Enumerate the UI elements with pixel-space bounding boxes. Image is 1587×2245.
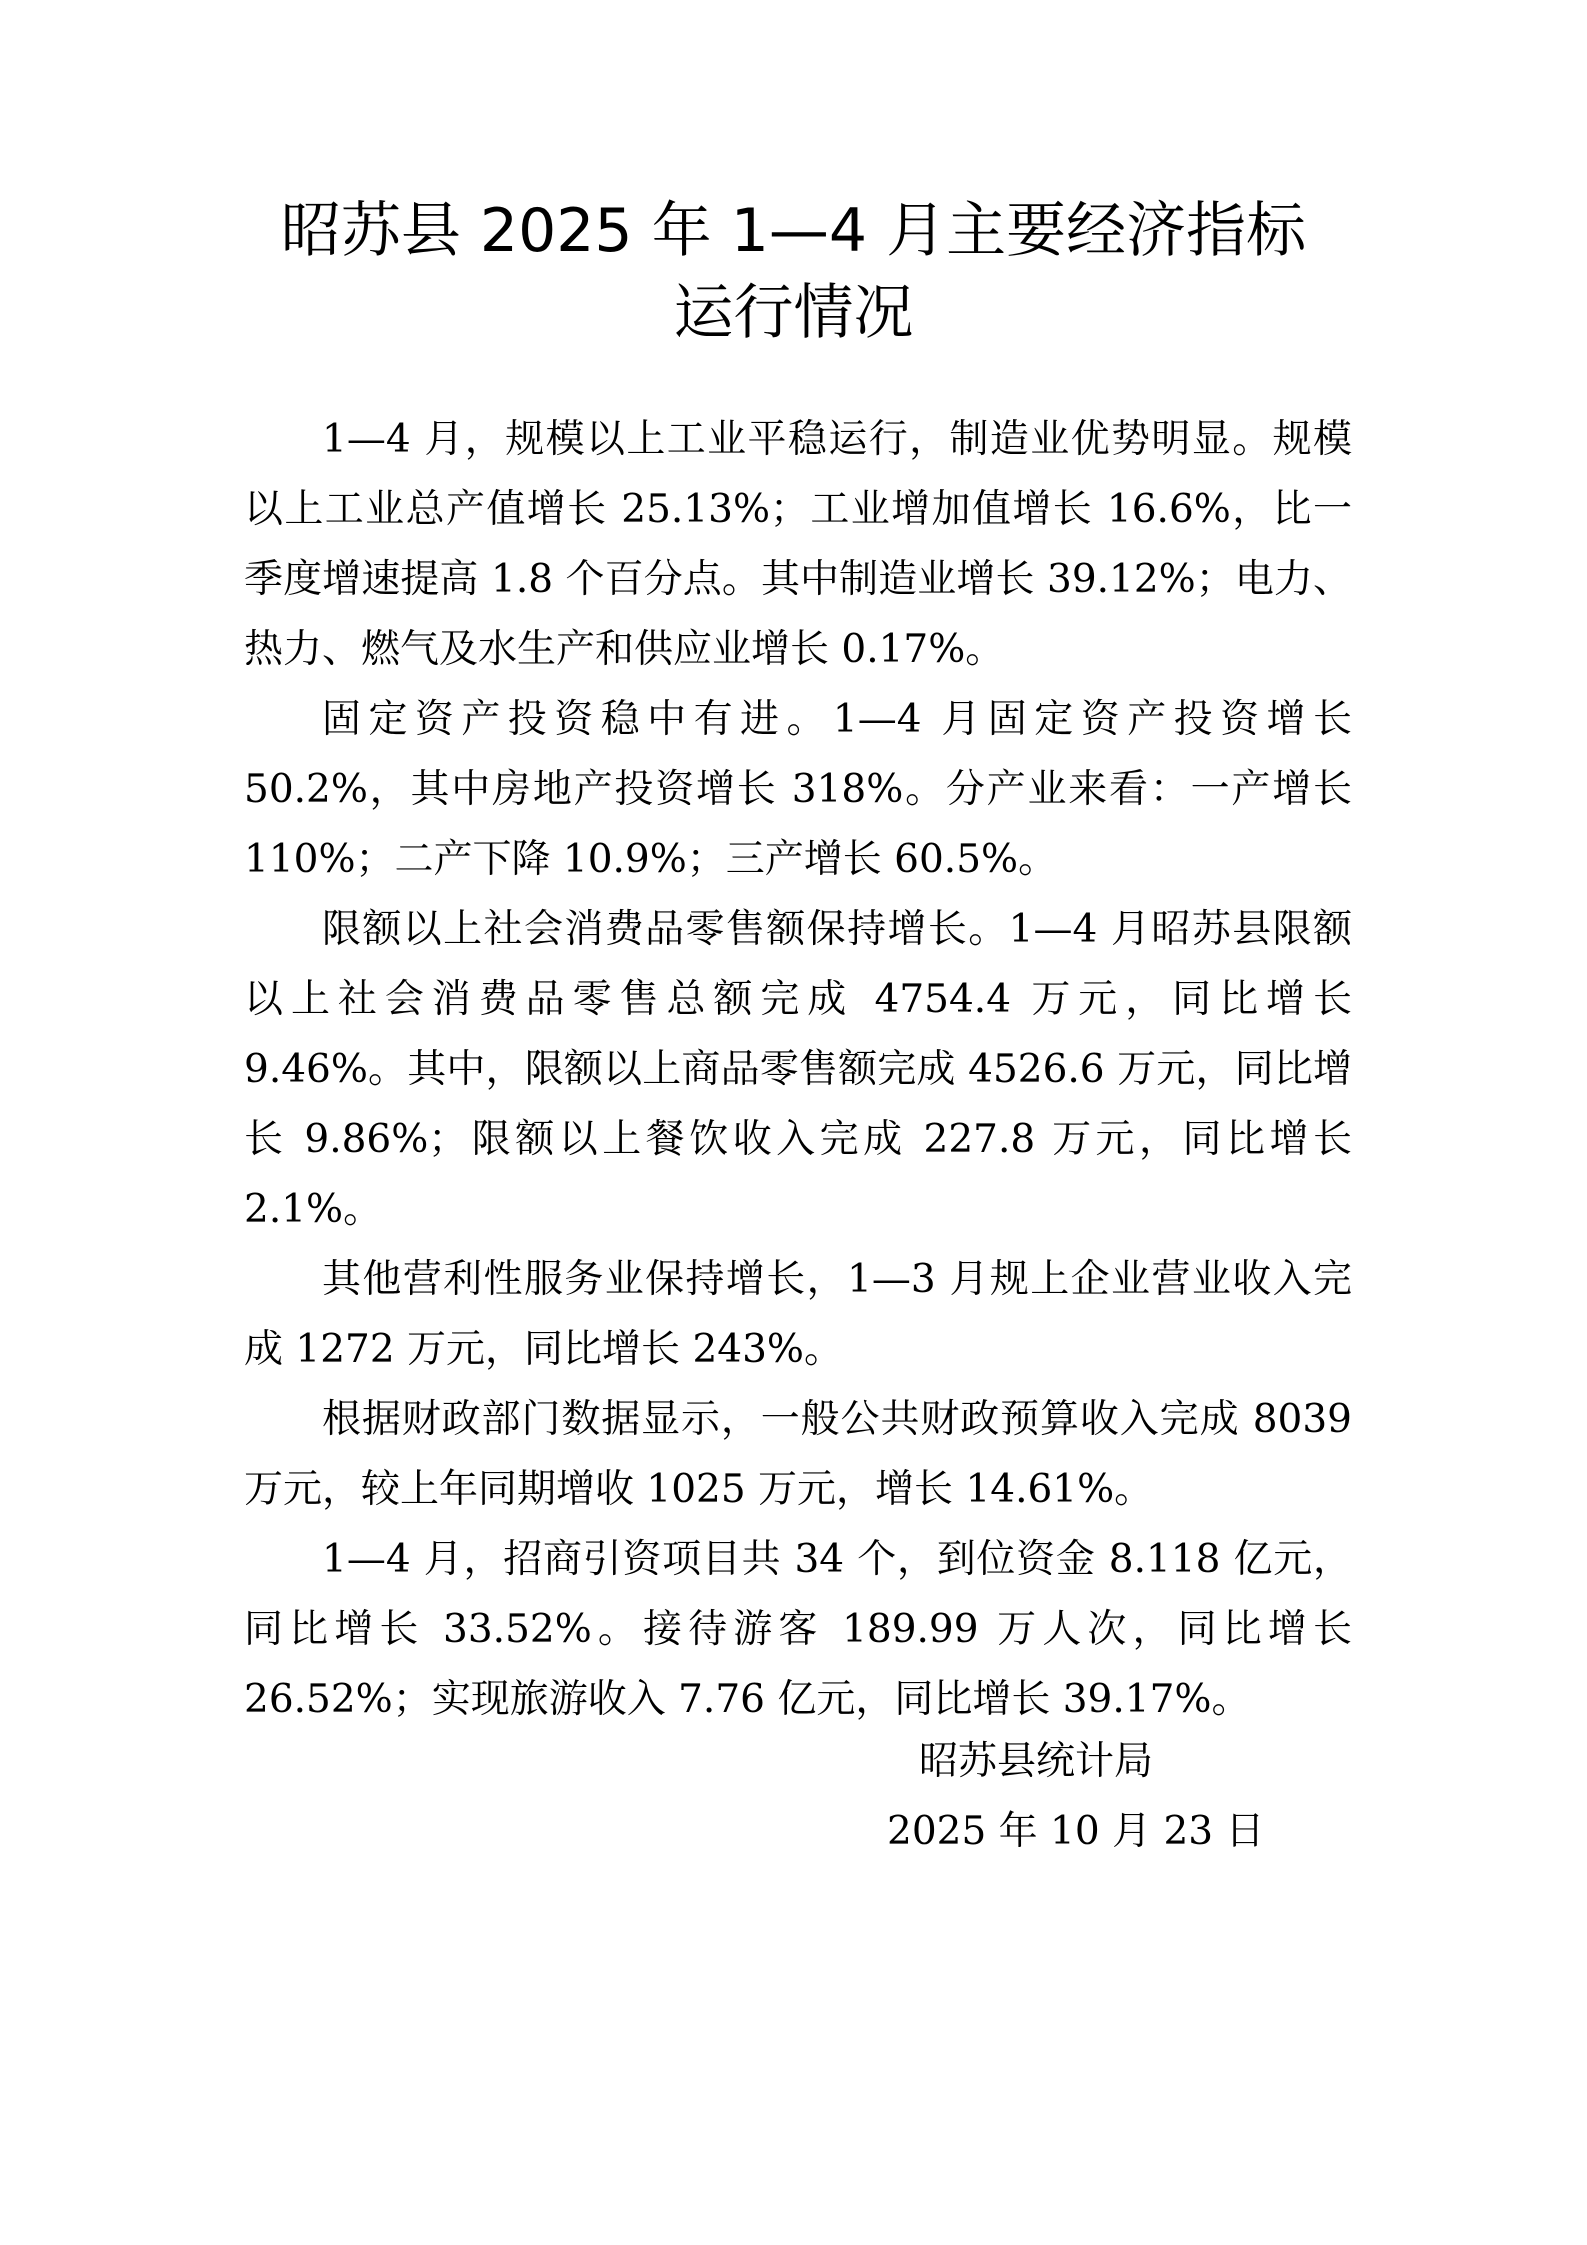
document-body xyxy=(244,405,1352,1735)
paragraph-retail-sales: 限额以上社会消费品零售额保持增长。1—4 月昭苏县限额以上社会消费品零售总额完成 4754.4 万元，同比增长 9.46%。其中，限额以上商品零售额完成 4526.6 万元，同比增长 9.86%；限额以上餐饮收入完成 227.8 万元，同比增长 2.1%。 xyxy=(244,907,1352,1232)
paragraph-fiscal-revenue: 根据财政部门数据显示，一般公共财政预算收入完成 8039 万元，较上年同期增收 1025 万元，增长 14.61%。 xyxy=(244,1397,1352,1512)
paragraph-industry: 1—4 月，规模以上工业平稳运行，制造业优势明显。规模以上工业总产值增长 25.13%；工业增加值增长 16.6%，比一季度增速提高 1.8 个百分点。其中制造业增长 39.12%；电力、热力、燃气及水生产和供应业增长 0.17%。 xyxy=(244,417,1352,672)
paragraph-fixed-asset-investment: 固定资产投资稳中有进。1—4 月固定资产投资增长 50.2%，其中房地产投资增长 318%。分产业来看：一产增长 110%；二产下降 10.9%；三产增长 60.5%。 xyxy=(244,697,1352,882)
paragraph-investment-tourism: 1—4 月，招商引资项目共 34 个，到位资金 8.118 亿元，同比增长 33.52%。接待游客 189.99 万人次，同比增长 26.52%；实现旅游收入 7.76 亿元，同比增长 39.17%。 xyxy=(244,1537,1352,1722)
signature-date: 2025 年 10 月 23 日 xyxy=(887,1809,1265,1854)
document-title-line-1: 昭苏县 2025 年 1—4 月主要经济指标 xyxy=(280,196,1307,266)
paragraph-services: 其他营利性服务业保持增长，1—3 月规上企业营业收入完成 1272 万元，同比增长 243%。 xyxy=(244,1257,1352,1372)
signature-organization: 昭苏县统计局 xyxy=(919,1739,1154,1784)
document-title-line-2: 运行情况 xyxy=(673,278,914,348)
